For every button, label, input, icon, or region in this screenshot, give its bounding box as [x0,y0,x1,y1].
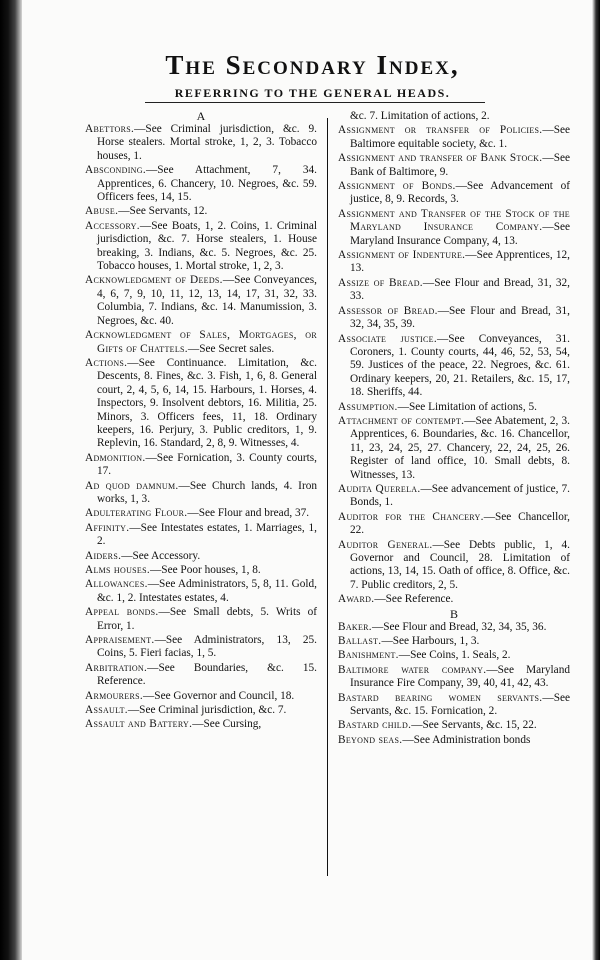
index-entry [338,415,570,482]
entry-references: —See Coins, 1. Seals, 2. [398,649,511,662]
entry-heading: Assignment or transfer of Policies. [338,124,543,137]
left-column [85,110,317,733]
entry-heading: Attachment of contempt. [338,414,465,427]
entry-heading: Affinity. [85,521,130,534]
index-entry [85,164,317,204]
entry-references: —See Apprentices, 12, 13. [350,249,570,275]
entry-heading: Associate justice. [338,332,437,345]
entry-references: —See Abatement, 2, 3. Apprentices, 6. Boundaries, &c. 16. Chancellor, 11, 23, 24, 25, 27. Chancery, 22, 24, 25, 26. Register of land office, 10. Small debts, 8. Witnesses, 13. [350,414,570,481]
entry-heading: Bastard bearing women servants. [338,691,543,704]
entry-heading: Audita Querela. [338,482,421,495]
page-subtitle: REFERRING TO THE GENERAL HEADS. [174,86,451,100]
index-entry [338,208,570,248]
section-letter-a: A [196,109,206,123]
index-entry [85,480,317,507]
index-entry [338,401,570,414]
entry-heading: Aiders. [85,549,122,562]
index-entry [85,578,317,605]
entry-references: —See Governor and Council, 18. [143,689,295,702]
entry-heading: Arbitration. [85,661,148,674]
index-entry [85,357,317,451]
entry-heading: Adulterating Flour. [85,507,188,520]
entry-heading: Armourers. [85,689,143,702]
entry-heading: Bastard child. [338,719,412,732]
right-entries-a [338,124,570,606]
index-entry [85,634,317,661]
entry-references: —See Flour and Bread, 32, 34, 35, 36. [371,620,547,633]
entry-references: —See Maryland Insurance Fire Company, 39, 40, 41, 42, 43. [350,663,570,690]
index-entry [338,719,570,732]
index-entry [85,690,317,703]
entry-references: —See Chancellor, 22. [350,510,570,537]
left-entries [85,123,317,732]
entry-references: —See Criminal jurisdiction, &c. 9. Horse stealers. Mortal stroke, 1, 2, 3. Tobacco houses, 1. [97,123,317,162]
index-entry [338,249,570,276]
index-entry [338,734,570,747]
index-entry [85,522,317,549]
entry-references: —See Fornication, 3. County courts, 17. [97,451,317,478]
entry-heading: Auditor General. [338,538,433,551]
title-rule [145,102,485,103]
entry-heading: Assignment of Bonds. [338,180,456,193]
section-letter-b: B [449,606,458,621]
entry-references: —See Conveyances, 4, 6, 7, 9, 10, 11, 12, 13, 14, 17, 31, 32, 33. Columbia, 7. Indians, &c. 14. Manumission, 3. Negroes, &c. 40. [97,274,317,327]
entry-references: —See Administrators, 5, 8, 11. Gold, &c. 1, 2. Intestates estates, 4. [97,578,317,604]
entry-references: —See Intestates estates, 1. Marriages, 1, 2. [97,521,317,548]
entry-heading: Assumption. [338,400,398,413]
entry-heading: Banishment. [338,649,399,662]
entry-heading: Ballast. [338,635,382,648]
index-entry [338,539,570,593]
right-entries-b [338,621,570,748]
entry-heading: Assault. [85,704,128,717]
entry-heading: Appeal bonds. [85,606,159,619]
entry-heading: Acknowledgment of Deeds. [85,274,223,287]
entry-references: —See Debts public, 1, 4. Governor and Council, 28. Limitation of actions, 13, 14, 15. Oath of office, 8. Office, &c. 7. Public creditors, 2, 5. [350,538,570,591]
entry-references: —See Baltimore equitable society, &c. 1. [350,124,570,150]
index-entry [338,305,570,332]
entry-heading: Appraisement. [85,634,155,647]
index-entry [338,152,570,179]
index-entry [338,635,570,648]
entry-heading: Accessory. [85,219,140,232]
right-column [338,110,570,748]
entry-heading: Admonition. [85,451,146,464]
scan-left-edge [0,0,22,960]
entry-references: —See Administrators, 13, 25. Coins, 5. Fieri facias, 1, 5. [97,634,317,660]
index-entry [85,329,317,356]
entry-references: —See Flour and Bread, 31, 32, 34, 35, 39. [350,304,570,331]
entry-references: —See Criminal jurisdiction, &c. 7. [127,704,287,717]
index-entry [338,124,570,151]
index-entry [338,333,570,400]
entry-heading: Beyond seas. [338,733,403,746]
entry-heading: Baker. [338,620,372,633]
index-entry [85,205,317,218]
entry-heading: Award. [338,593,375,606]
entry-references: —See Continuance. Limitation, &c. Descents, 8. Fines, &c. 3. Fish, 1, 6, 8. General court, 2, 4, 5, 6, 14, 15. Harbours, 1. Horses, 4. Inspectors, 9. Insolvent debtors, 16. Militia, 25. Minors, 3. Officers fees, 11, 18. Ordinary keepers, 16. Perjury, 3. Public creditors, 1, 9. Replevin, 16. Standard, 2, 8, 9. Witnesses, 4. [97,356,317,450]
entry-references: —See Servants, &c. 15. Fornication, 2. [350,691,570,718]
entry-references: —See Reference. [374,593,454,606]
index-entry [85,564,317,577]
entry-references: —See Conveyances, 31. Coroners, 1. County courts, 44, 46, 52, 53, 54, 59. Justices of the peace, 22. Negroes, &c. 61. Ordinary keepers, 20, 21. Retailers, &c. 15, 17, 18. Sheriffs, 44. [350,332,570,399]
column-divider [327,118,328,876]
entry-references: —See Secret sales. [187,342,275,355]
index-entry [85,220,317,274]
entry-references: —See Servants, 12. [118,205,208,218]
entry-heading: Alms houses. [85,564,150,576]
entry-references: —See Poor houses, 1, 8. [149,564,261,576]
page-title: The Secondary Index, [165,50,460,80]
entry-references: —See Servants, &c. 15, 22. [411,719,537,732]
entry-references: —See Flour and Bread, 31, 32, 33. [350,276,570,303]
entry-heading: Abettors. [85,123,135,135]
entry-references: —See Church lands, 4. Iron works, 1, 3. [97,479,317,505]
index-entry [338,180,570,207]
index-entry [338,664,570,691]
entry-references: —See Advancement of justice, 8, 9. Records, 3. [350,180,570,206]
entry-references: —See Accessory. [121,549,201,562]
entry-heading: Abuse. [85,205,119,218]
entry-heading: Assize of Bread. [338,276,423,289]
entry-heading: Acknowledgment of Sales, Mortgages, or Gifts of Chattels. [85,329,317,355]
entry-references: —See Bank of Baltimore, 9. [350,152,570,178]
index-entry [85,274,317,328]
entry-references: —See advancement of justice, 7. Bonds, 1. [350,482,570,509]
entry-references: —See Boundaries, &c. 15. Reference. [97,661,317,688]
entry-references: —See Small debts, 5. Writs of Error, 1. [97,606,317,632]
index-entry [338,649,570,662]
entry-references: —See Administration bonds [402,733,531,746]
entry-heading: Allowances. [85,578,148,591]
index-entry [85,507,317,520]
entry-references: —See Attachment, 7, 34. Apprentices, 6. Chancery, 10. Negroes, &c. 59. Officers fees, 14, 15. [97,164,317,204]
index-entry [85,550,317,563]
index-entry [85,662,317,689]
index-entry [338,511,570,538]
entry-heading: Auditor for the Chancery. [338,510,484,523]
index-entry [338,692,570,719]
index-entry [338,483,570,510]
index-entry [85,704,317,717]
entry-references: —See Limitation of actions, 5. [397,400,537,413]
entry-heading: Assessor of Bread. [338,304,438,317]
entry-heading: Baltimore water company. [338,663,487,676]
index-entry [85,452,317,479]
scan-right-edge [592,0,600,960]
index-entry [85,606,317,633]
continued-entry: &c. 7. Limitation of actions, 2. [350,110,490,122]
entry-references: —See Cursing, [192,718,262,731]
entry-heading: Assignment and transfer of Bank Stock. [338,152,543,165]
index-entry [85,123,317,163]
entry-heading: Assignment and Transfer of the Stock of the Maryland Insurance Company. [338,207,570,234]
entry-references: —See Boats, 1, 2. Coins, 1. Criminal jurisdiction, &c. 7. Horse stealers, 1. House breaking, 3. Indians, &c. 5. Negroes, &c. 25. Tobacco houses, 1. Mortal stroke, 1, 2, 3. [97,219,317,273]
index-entry [338,277,570,304]
entry-heading: Actions. [85,356,128,369]
index-entry [338,621,570,634]
index-entry [338,593,570,606]
entry-heading: Assault and Battery. [85,718,193,731]
entry-references: —See Harbours, 1, 3. [381,635,480,648]
entry-heading: Assignment of Indenture. [338,249,466,262]
index-entry [85,718,317,731]
entry-references: —See Flour and bread, 37. [187,507,310,520]
entry-heading: Ad quod damnum. [85,479,179,492]
entry-heading: Absconding. [85,164,146,177]
entry-references: —See Maryland Insurance Company, 4, 13. [350,221,570,247]
